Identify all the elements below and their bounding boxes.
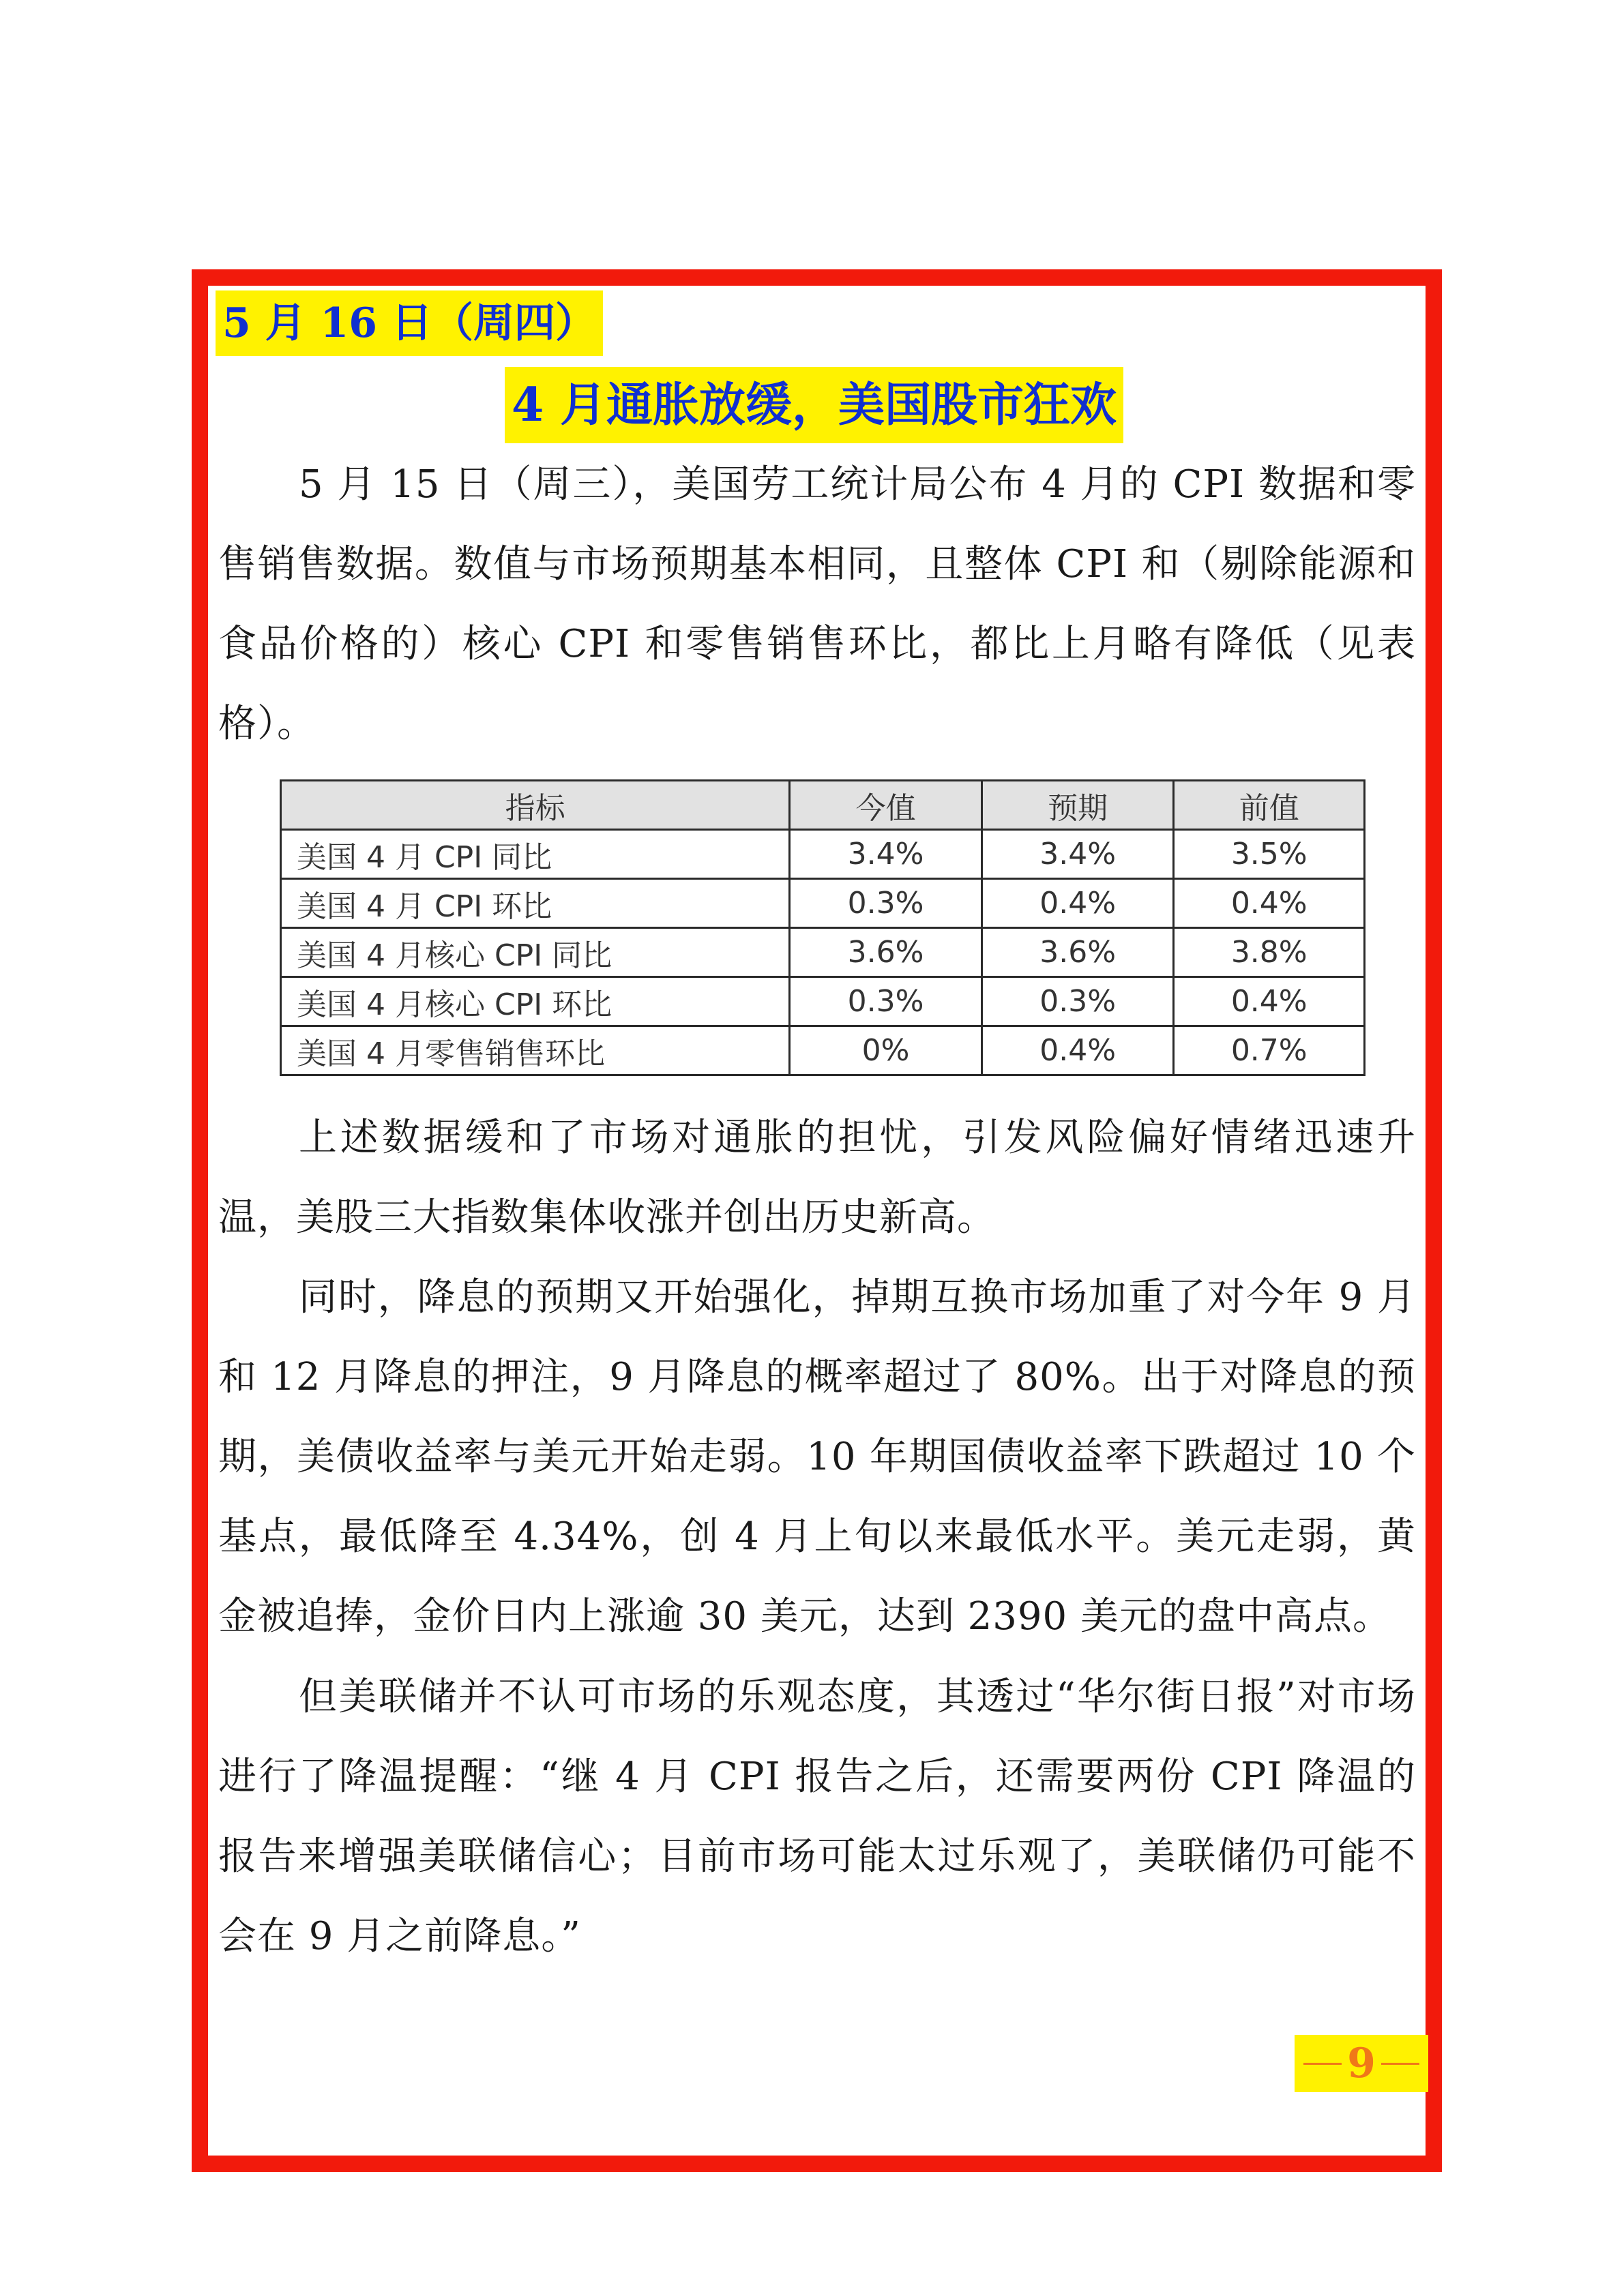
page-number: 9 <box>1347 2040 1376 2087</box>
dash-left-decoration <box>1303 2063 1342 2065</box>
actual-cell: 3.4% <box>790 830 982 879</box>
table-row <box>281 1026 1365 1075</box>
table-row <box>281 977 1365 1026</box>
page-number-badge <box>1295 2035 1428 2092</box>
indicator-cell: 美国 4 月核心 CPI 环比 <box>281 977 790 1026</box>
forecast-cell: 0.4% <box>981 879 1174 928</box>
header-forecast: 预期 <box>981 781 1174 830</box>
indicator-cell: 美国 4 月零售销售环比 <box>281 1026 790 1075</box>
previous-cell: 3.5% <box>1174 830 1365 879</box>
previous-cell: 3.8% <box>1174 928 1365 977</box>
date-tag: 5 月 16 日（周四） <box>216 290 603 356</box>
actual-cell: 0.3% <box>790 977 982 1026</box>
indicator-cell: 美国 4 月 CPI 同比 <box>281 830 790 879</box>
actual-cell: 0.3% <box>790 879 982 928</box>
actual-cell: 3.6% <box>790 928 982 977</box>
header-indicator: 指标 <box>281 781 790 830</box>
table-header-row <box>281 781 1365 830</box>
table-row <box>281 879 1365 928</box>
actual-cell: 0% <box>790 1026 982 1075</box>
forecast-cell: 0.4% <box>981 1026 1174 1075</box>
forecast-cell: 3.6% <box>981 928 1174 977</box>
forecast-cell: 0.3% <box>981 977 1174 1026</box>
previous-cell: 0.7% <box>1174 1026 1365 1075</box>
paragraph-1: 5 月 15 日（周三），美国劳工统计局公布 4 月的 CPI 数据和零售销售数据。数值与市场预期基本相同，且整体 CPI 和（剔除能源和食品价格的）核心 CPI 和零售销售环比，都比上月略有降低（见表格）。 <box>218 462 1417 746</box>
table-row <box>281 928 1365 977</box>
header-previous: 前值 <box>1174 781 1365 830</box>
cpi-data-table <box>280 779 1365 1076</box>
dash-right-decoration <box>1381 2063 1419 2065</box>
paragraph-2: 上述数据缓和了市场对通胀的担忧，引发风险偏好情绪迅速升温，美股三大指数集体收涨并创出历史新高。 <box>218 1116 1416 1240</box>
paragraph-3: 同时，降息的预期又开始强化，掉期互换市场加重了对今年 9 月和 12 月降息的押注，9 月降息的概率超过了 80%。出于对降息的预期，美债收益率与美元开始走弱。10 年期国债收益率下跌超过 10 个基点，最低降至 4.34%，创 4 月上旬以来最低水平。美元走弱，黄金被追捧，金价日内上涨逾 30 美元，达到 2390 美元的盘中高点。 <box>218 1275 1416 1639</box>
article-headline: 4 月通胀放缓，美国股市狂欢 <box>505 367 1123 443</box>
indicator-cell: 美国 4 月 CPI 环比 <box>281 879 790 928</box>
header-actual: 今值 <box>790 781 982 830</box>
indicator-cell: 美国 4 月核心 CPI 同比 <box>281 928 790 977</box>
previous-cell: 0.4% <box>1174 879 1365 928</box>
previous-cell: 0.4% <box>1174 977 1365 1026</box>
paragraph-4: 但美联储并不认可市场的乐观态度，其透过“华尔街日报”对市场进行了降温提醒：“继 4 月 CPI 报告之后，还需要两份 CPI 降温的报告来增强美联储信心；目前市场可能太过乐观了，美联储仍可能不会在 9 月之前降息。” <box>218 1675 1416 1958</box>
forecast-cell: 3.4% <box>981 830 1174 879</box>
table-row <box>281 830 1365 879</box>
